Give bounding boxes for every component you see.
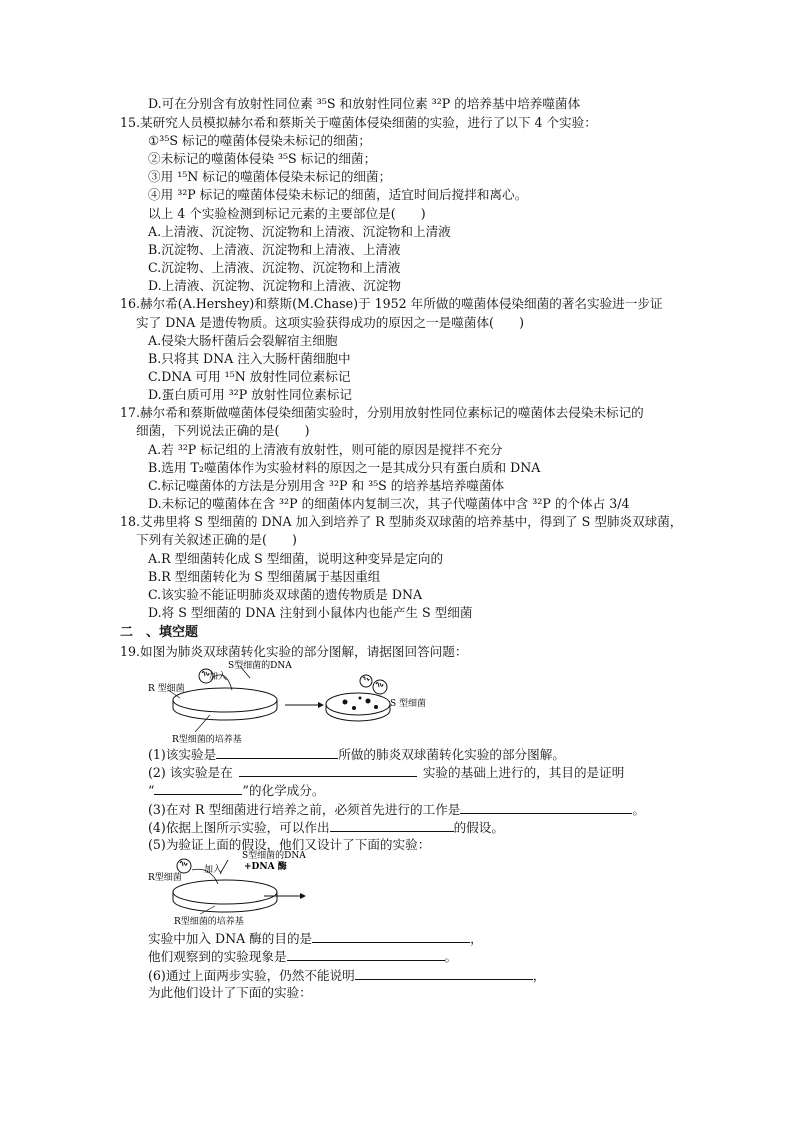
fig2-label-medium: R型细菌的培养基 — [174, 917, 244, 927]
figure-dnase-experiment — [140, 850, 340, 930]
q16-option-b: B.只将其 DNA 注入大肠杆菌细胞中 — [148, 351, 351, 366]
section-heading-fill-in: 二 、填空题 — [120, 625, 199, 640]
q19-part5-purpose — [148, 929, 483, 948]
medium-leader-line-2 — [200, 906, 215, 914]
q17-option-a: A.若 ³²P 标记组的上清液有放射性，则可能的原因是搅拌不充分 — [148, 442, 503, 457]
petri-dish-r2 — [173, 880, 277, 904]
q19-part4-text-b: 的假设。 — [453, 820, 504, 835]
q19-part2-text-a: (2) 该实验是在 — [148, 765, 233, 780]
q19-part6-text-a: (6)通过上面两步实验，仍然不能说明 — [148, 968, 355, 983]
q15-item-4: ④用 ³²P 标记的噬菌体侵染未标记的细菌，适宜时间后搅拌和离心。 — [148, 187, 528, 202]
q19-part6-cont: 为此他们设计了下面的实验： — [148, 985, 312, 1000]
q15-item-2: ②未标记的噬菌体侵染 ³⁵S 标记的细菌； — [148, 151, 377, 166]
figure-transformation-experiment — [140, 660, 430, 746]
q17-option-d: D.未标记的噬菌体在含 ³²P 的细菌体内复制三次，其子代噬菌体中含 ³²P 的个体占 3/4 — [148, 496, 630, 511]
q19-stem: 19.如图为肺炎双球菌转化实验的部分图解，请据图回答问题： — [120, 644, 468, 659]
q15-option-d: D.上清液、沉淀物、沉淀物和上清液、沉淀物 — [148, 278, 401, 293]
fig2-label-dna: S型细菌的DNA — [242, 851, 306, 861]
fig2-label-add: 加入 — [204, 865, 223, 875]
q19-answer-blank-5b[interactable] — [287, 947, 445, 961]
petri-dish-result — [326, 693, 390, 715]
fig1-label-s: S 型细菌 — [390, 699, 427, 709]
q17-option-c: C.标记噬菌体的方法是分别用含 ³²P 和 ³⁵S 的培养基培养噬菌体 — [148, 478, 505, 493]
fig2-label-r: R型细菌 — [148, 873, 182, 883]
q15-stem: 15.某研究人员模拟赫尔希和蔡斯关于噬菌体侵染细菌的实验，进行了以下 4 个实验： — [120, 115, 597, 130]
q19-part5-text-d: 。 — [444, 949, 458, 964]
q19-part1-text-b: 所做的肺炎双球菌转化实验的部分图解。 — [338, 747, 565, 762]
q19-part5-text-c: 他们观察到的实验现象是 — [148, 949, 287, 964]
q18-option-d: D.将 S 型细菌的 DNA 注射到小鼠体内也能产生 S 型细菌 — [148, 605, 473, 620]
q17-stem-line1: 17.赫尔希和蔡斯做噬菌体侵染细菌实验时，分别用放射性同位素标记的噬菌体去侵染未标记的 — [120, 405, 644, 420]
medium-leader-line — [195, 715, 210, 732]
q15-item-3: ③用 ¹⁵N 标记的噬菌体侵染未标记的细菌； — [148, 169, 392, 184]
q19-answer-blank-2a[interactable] — [239, 763, 417, 777]
q18-option-a: A.R 型细菌转化成 S 型细菌，说明这种变异是定向的 — [148, 551, 444, 566]
q19-part5-observation — [148, 947, 457, 966]
q15-option-a: A.上清液、沉淀物、沉淀物和上清液、沉淀物和上清液 — [148, 224, 451, 239]
q19-answer-blank-2b[interactable] — [154, 781, 242, 795]
fig1-label-add: 加入 — [209, 672, 228, 682]
q15-option-c: C.沉淀物、上清液、沉淀物、沉淀物和上清液 — [148, 260, 401, 275]
q19-part4-text-a: (4)依据上图所示实验，可以作出 — [148, 820, 330, 835]
q19-part2-text-c: ”的化学成分。 — [242, 783, 325, 798]
fig1-label-r: R 型细菌 — [148, 684, 185, 694]
q19-part2-quote-open: “ — [148, 783, 155, 798]
q19-part5-text-b: ， — [470, 931, 483, 946]
s-dna-tube-icon-2 — [177, 859, 191, 873]
q19-part2-text-b: 实验的基础上进行的，其目的是证明 — [422, 765, 625, 780]
q19-part2 — [148, 763, 624, 782]
fig1-label-medium: R型细菌的培养基 — [172, 735, 242, 745]
fig1-label-dna: S型细菌的DNA — [228, 661, 292, 671]
q19-part3-text-b: 。 — [632, 802, 645, 817]
petri-dish-r — [173, 688, 277, 712]
q15-ask: 以上 4 个实验检测到标记元素的主要部位是( ) — [148, 206, 426, 221]
q19-answer-blank-4[interactable] — [330, 818, 454, 832]
q19-part1-text-a: (1)该实验是 — [148, 747, 217, 762]
q16-option-c: C.DNA 可用 ¹⁵N 放射性同位素标记 — [148, 369, 351, 384]
q19-part3-text-a: (3)在对 R 型细菌进行培养之前，必须首先进行的工作是 — [148, 802, 461, 817]
q19-part5-text-a: 实验中加入 DNA 酶的目的是 — [148, 931, 313, 946]
q18-stem-line2: 下列有关叙述正确的是( ) — [136, 532, 297, 547]
process-arrow-head — [318, 702, 324, 708]
q17-option-b: B.选用 T₂噬菌体作为实验材料的原因之一是其成分只有蛋白质和 DNA — [148, 460, 541, 475]
bacteria-icon — [360, 675, 387, 694]
q19-answer-blank-1[interactable] — [216, 745, 338, 759]
q19-part2-cont — [148, 781, 324, 800]
q15-item-1: ①³⁵S 标记的噬菌体侵染未标记的细菌； — [148, 133, 371, 148]
q16-option-d: D.蛋白质可用 ³²P 放射性同位素标记 — [148, 387, 352, 402]
q19-part1 — [148, 745, 565, 764]
q16-stem-line1: 16.赫尔希(A.Hershey)和蔡斯(M.Chase)于 1952 年所做的噬菌体侵染细菌的著名实验进一步证 — [120, 296, 663, 311]
q19-part6 — [148, 966, 545, 985]
q19-part4 — [148, 818, 504, 837]
q19-part3 — [148, 800, 645, 819]
q19-answer-blank-6[interactable] — [355, 966, 533, 980]
q18-option-c: C.该实验不能证明肺炎双球菌的遗传物质是 DNA — [148, 587, 423, 602]
q15-option-b: B.沉淀物、上清液、沉淀物和上清液、上清液 — [148, 242, 401, 257]
q19-answer-blank-3[interactable] — [460, 800, 632, 814]
q17-stem-line2: 细菌，下列说法正确的是( ) — [136, 423, 310, 438]
fig2-label-enzyme: +DNA 酶 — [244, 862, 287, 872]
q14-option-d: D.可在分别含有放射性同位素 ³⁵S 和放射性同位素 ³²P 的培养基中培养噬菌体 — [148, 96, 581, 111]
q16-stem-line2: 实了 DNA 是遗传物质。这项实验获得成功的原因之一是噬菌体( ) — [136, 315, 525, 330]
q19-part6-text-b: ， — [532, 968, 546, 983]
q19-part5: (5)为验证上面的假设，他们又设计了下面的实验： — [148, 837, 431, 852]
q16-option-a: A.侵染大肠杆菌后会裂解宿主细胞 — [148, 333, 338, 348]
q19-answer-blank-5a[interactable] — [312, 929, 470, 943]
process-arrow-head-2 — [300, 893, 306, 899]
q18-stem-line1: 18.艾弗里将 S 型细菌的 DNA 加入到培养了 R 型肺炎双球菌的培养基中，得到了 S 型肺炎双球菌， — [120, 514, 683, 529]
q18-option-b: B.R 型细菌转化为 S 型细菌属于基因重组 — [148, 569, 381, 584]
